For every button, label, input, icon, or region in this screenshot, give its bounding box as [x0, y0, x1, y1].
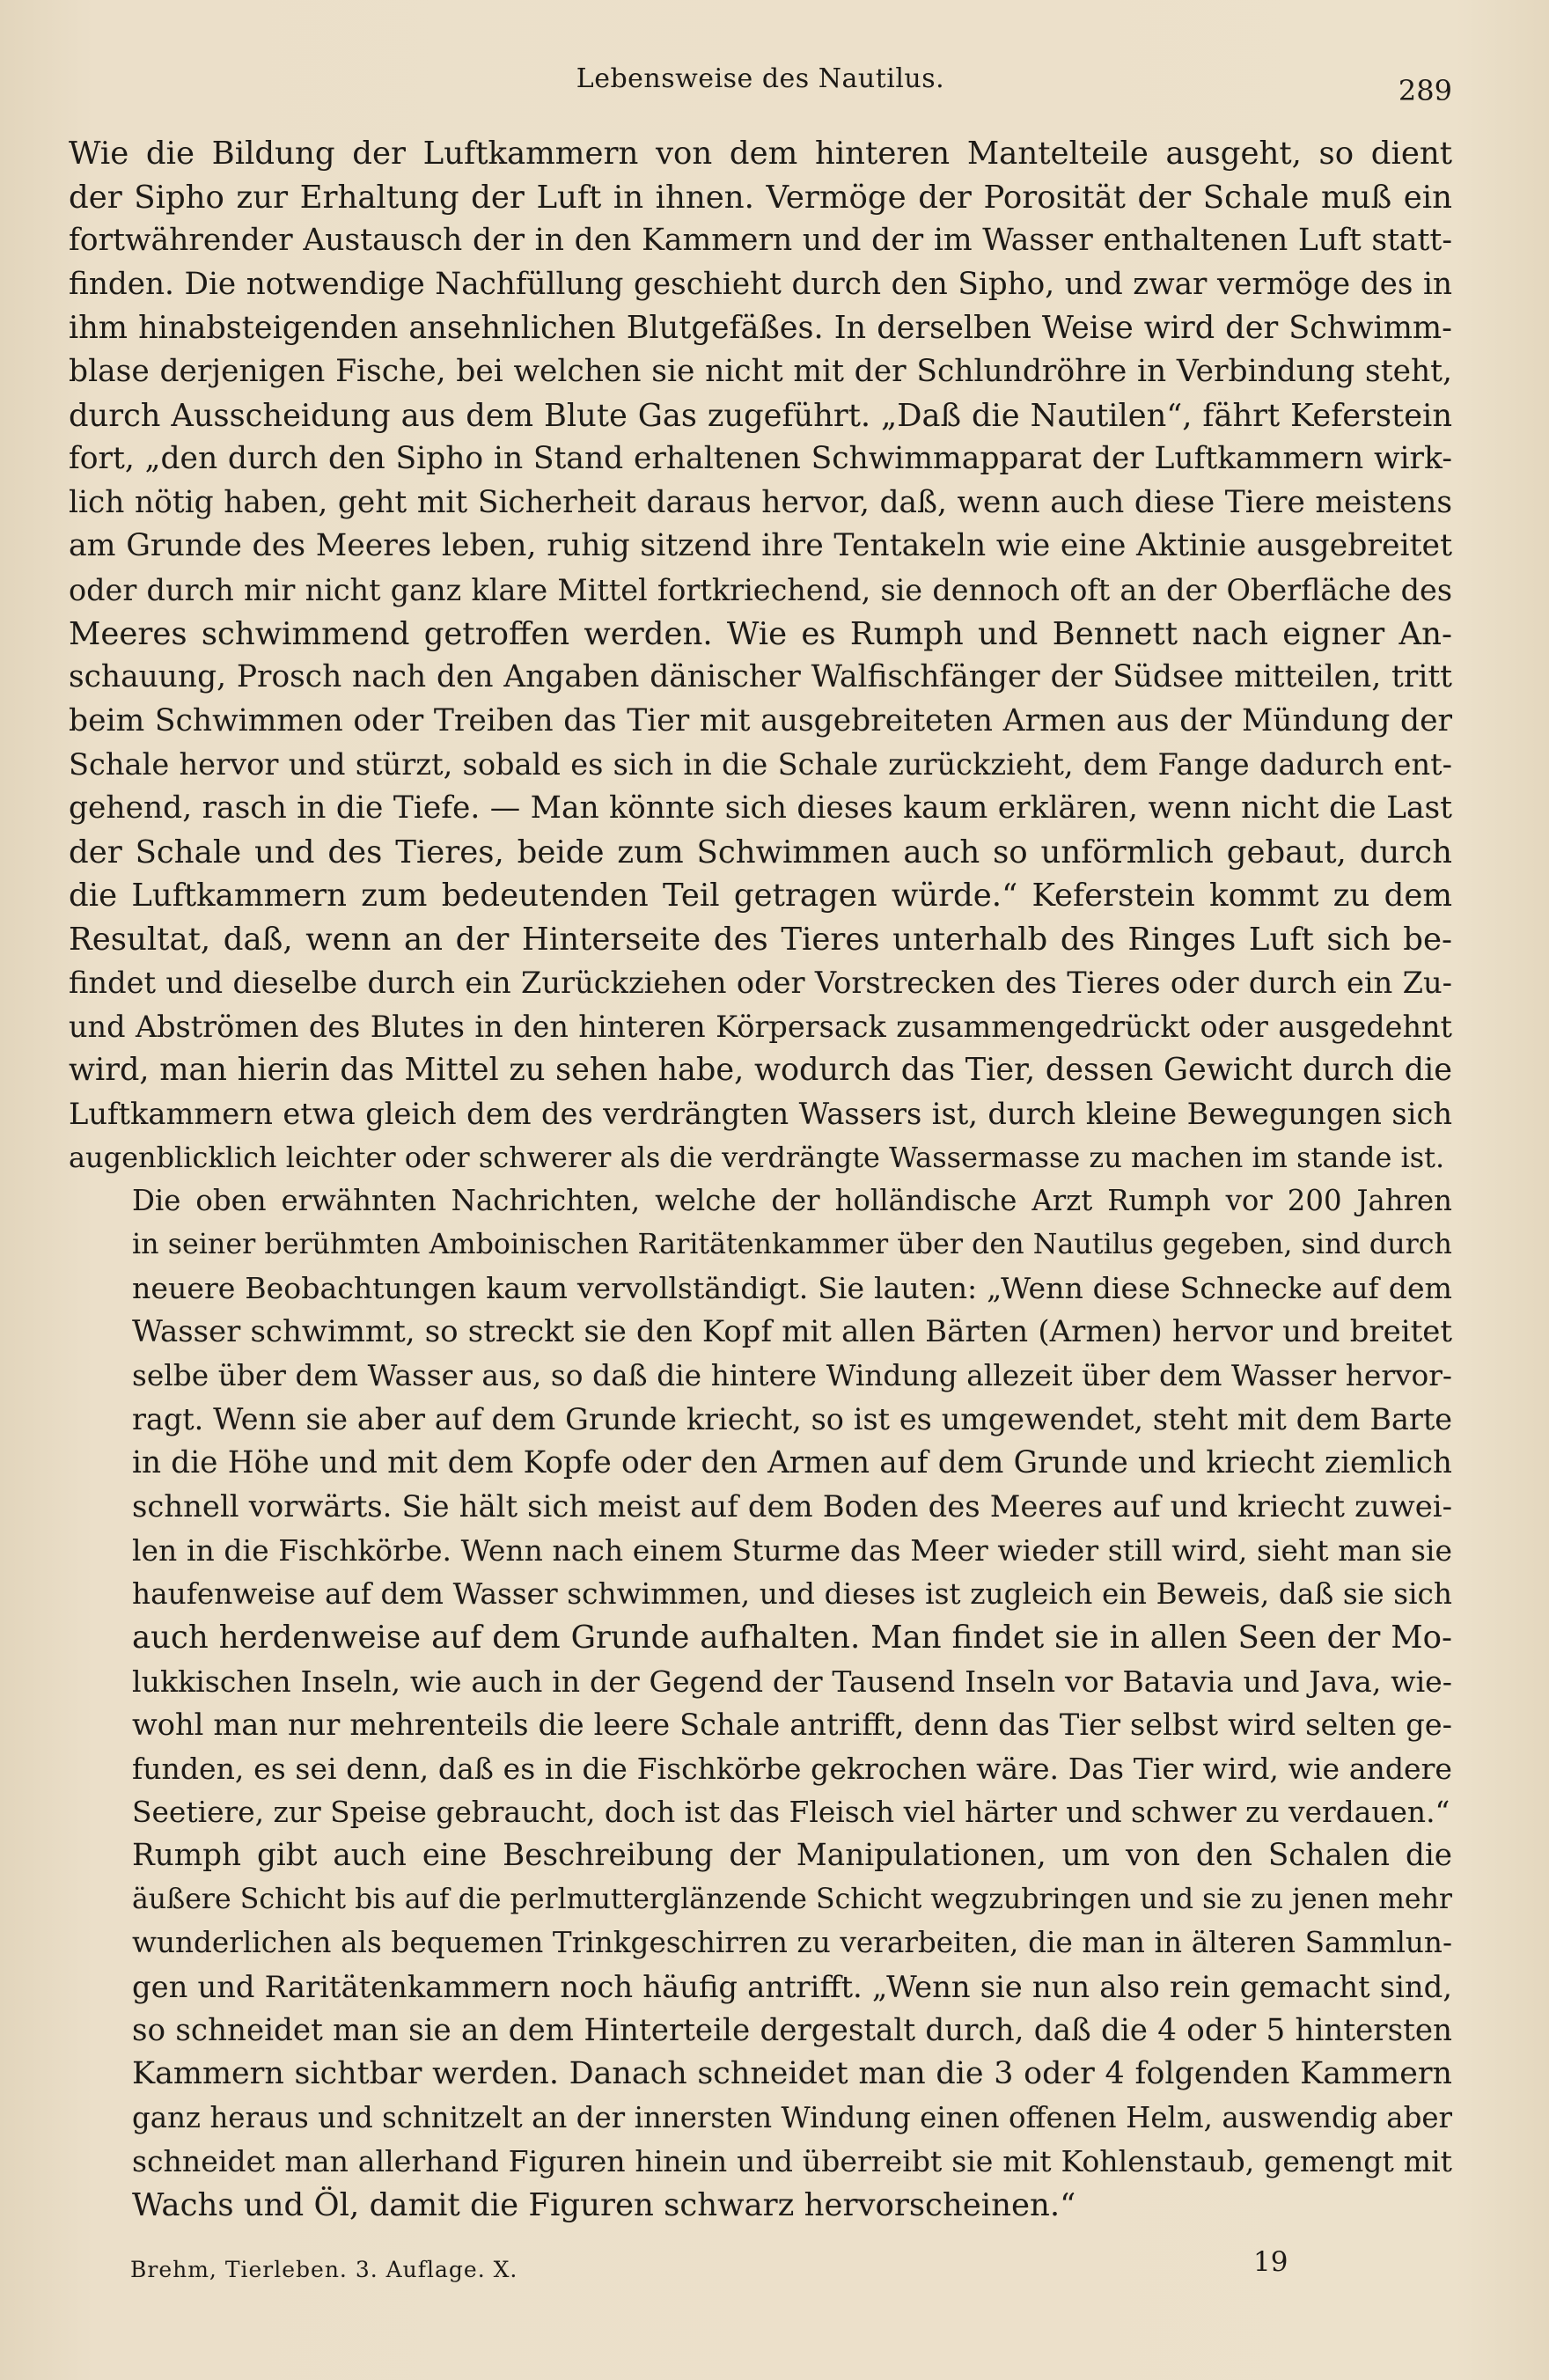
text-line: Wie die Bildung der Luftkammern von dem hinteren Mantelteile ausgeht, so dient	[69, 136, 1452, 172]
text-line: gen und Raritätenkammern noch häufig antrifft. „Wenn sie nun also rein gemacht sind,	[132, 1969, 1452, 2004]
text-line: Wasser schwimmt, so streckt sie den Kopf mit allen Bärten (Armen) hervor und breitet	[132, 1314, 1452, 1350]
source-note: Brehm, Tierleben. 3. Auflage. X.	[130, 2257, 518, 2282]
text-line: ganz heraus und schnitzelt an der innersten Windung einen offenen Helm, auswendig aber	[132, 2100, 1452, 2134]
text-line: der Sipho zur Erhaltung der Luft in ihnen. Vermöge der Porosität der Schale muß ein	[69, 179, 1452, 216]
text-line: neuere Beobachtungen kaum vervollständigt. Sie lauten: „Wenn diese Schnecke auf dem	[132, 1271, 1452, 1306]
text-line: finden. Die notwendige Nachfüllung geschieht durch den Sipho, und zwar vermöge des in	[69, 266, 1452, 302]
text-line: blase derjenigen Fische, bei welchen sie nicht mit der Schlundröhre in Verbindung steht,	[69, 353, 1452, 389]
text-line: Meeres schwimmend getroffen werden. Wie es Rumph und Bennett nach eigner An-	[69, 615, 1452, 652]
text-line: schnell vorwärts. Sie hält sich meist auf dem Boden des Meeres auf und kriecht zuwei-	[132, 1489, 1452, 1524]
text-line: lukkischen Inseln, wie auch in der Gegend der Tausend Inseln vor Batavia und Java, wie-	[132, 1664, 1452, 1699]
text-line: Rumph gibt auch eine Beschreibung der Manipulationen, um von den Schalen die	[132, 1838, 1452, 1874]
text-line: Die oben erwähnten Nachrichten, welche der holländische Arzt Rumph vor 200 Jahren	[132, 1184, 1452, 1218]
signature-mark: 19	[1253, 2246, 1288, 2278]
text-line: die Luftkammern zum bedeutenden Teil getragen würde.“ Keferstein kommt zu dem	[69, 878, 1452, 915]
text-line: fortwährender Austausch der in den Kammern und der im Wasser enthaltenen Luft statt-	[69, 223, 1452, 259]
paragraph	[69, 1834, 1452, 2227]
text-line: fort, „den durch den Sipho in Stand erhaltenen Schwimmapparat der Luftkammern wirk-	[69, 441, 1452, 477]
text-line: haufenweise auf dem Wasser schwimmen, und dieses ist zugleich ein Beweis, daß sie sich	[132, 1576, 1452, 1611]
text-line: wohl man nur mehrenteils die leere Schale antrifft, denn das Tier selbst wird selten ge-	[132, 1708, 1452, 1743]
text-line: der Schale und des Tieres, beide zum Schwimmen auch so unförmlich gebaut, durch	[69, 834, 1452, 870]
text-line: wird, man hierin das Mittel zu sehen habe, wodurch das Tier, dessen Gewicht durch die	[69, 1052, 1452, 1089]
text-line: selbe über dem Wasser aus, so daß die hintere Windung allezeit über dem Wasser hervor-	[132, 1358, 1452, 1392]
text-line: gehend, rasch in die Tiefe. — Man könnte sich dieses kaum erklären, wenn nicht die Last	[69, 790, 1452, 826]
text-line: lich nötig haben, geht mit Sicherheit daraus hervor, daß, wenn auch diese Tiere meistens	[69, 484, 1452, 520]
text-line: äußere Schicht bis auf die perlmutterglänzende Schicht wegzubringen und sie zu jenen mehr	[132, 1883, 1452, 1915]
text-line: oder durch mir nicht ganz klare Mittel fortkriechend, sie dennoch oft an der Oberfläche des	[69, 572, 1452, 607]
running-title: Lebensweise des Nautilus.	[576, 63, 945, 94]
text-line: findet und dieselbe durch ein Zurückziehen oder Vorstrecken des Tieres oder durch ein Zu-	[69, 966, 1452, 1001]
text-line: Luftkammern etwa gleich dem des verdrängten Wassers ist, durch kleine Bewegungen sich	[69, 1097, 1452, 1132]
paragraph	[69, 1179, 1452, 1834]
text-line: Resultat, daß, wenn an der Hinterseite des Tieres unterhalb des Ringes Luft sich be-	[69, 921, 1452, 958]
text-line: ihm hinabsteigenden ansehnlichen Blutgefäßes. In derselben Weise wird der Schwimm-	[69, 310, 1452, 347]
text-line: beim Schwimmen oder Treiben das Tier mit ausgebreiteten Armen aus der Mündung der	[69, 702, 1452, 738]
text-line: und Abströmen des Blutes in den hinteren Körpersack zusammengedrückt oder ausgedehnt	[69, 1009, 1452, 1044]
page-number: 289	[1398, 74, 1452, 107]
text-line: schauung, Prosch nach den Angaben dänischer Walfischfänger der Südsee mitteilen, tritt	[69, 659, 1452, 695]
text-line: funden, es sei denn, daß es in die Fischkörbe gekrochen wäre. Das Tier wird, wie andere	[132, 1751, 1452, 1786]
paragraph	[69, 132, 1452, 1179]
text-line: durch Ausscheidung aus dem Blute Gas zugeführt. „Daß die Nautilen“, fährt Keferstein	[69, 397, 1452, 434]
text-line: len in die Fischkörbe. Wenn nach einem Sturme das Meer wieder still wird, sieht man sie	[132, 1533, 1452, 1568]
text-line: so schneidet man sie an dem Hinterteile dergestalt durch, daß die 4 oder 5 hintersten	[132, 2012, 1452, 2048]
text-line: auch herdenweise auf dem Grunde aufhalten. Man findet sie in allen Seen der Mo-	[132, 1620, 1452, 1656]
body-text	[69, 132, 1452, 2228]
text-line: in seiner berühmten Amboinischen Raritätenkammer über den Nautilus gegeben, sind durch	[132, 1228, 1452, 1260]
text-line: Kammern sichtbar werden. Danach schneidet man die 3 oder 4 folgenden Kammern	[132, 2056, 1452, 2092]
text-line: Schale hervor und stürzt, sobald es sich in die Schale zurückzieht, dem Fange dadurch ent-	[69, 747, 1452, 782]
text-line: Wachs und Öl, damit die Figuren schwarz hervorscheinen.“	[132, 2186, 1076, 2223]
text-line: ragt. Wenn sie aber auf dem Grunde kriecht, so ist es umgewendet, steht mit dem Barte	[132, 1402, 1452, 1437]
text-line: in die Höhe und mit dem Kopfe oder den Armen auf dem Grunde und kriecht ziemlich	[132, 1444, 1452, 1480]
page-header	[69, 63, 1452, 116]
text-line: wunderlichen als bequemen Trinkgeschirren zu verarbeiten, die man in älteren Sammlun-	[132, 1926, 1452, 1960]
text-line: am Grunde des Meeres leben, ruhig sitzend ihre Tentakeln wie eine Aktinie ausgebreitet	[69, 528, 1452, 564]
text-line: Seetiere, zur Speise gebraucht, doch ist das Fleisch viel härter und schwer zu verdauen.“	[132, 1795, 1450, 1829]
text-line: schneidet man allerhand Figuren hinein und überreibt sie mit Kohlenstaub, gemengt mit	[132, 2144, 1452, 2179]
page-footer	[130, 2246, 1452, 2290]
text-line: augenblicklich leichter oder schwerer als die verdrängte Wassermasse zu machen im stande ist.	[69, 1140, 1445, 1174]
